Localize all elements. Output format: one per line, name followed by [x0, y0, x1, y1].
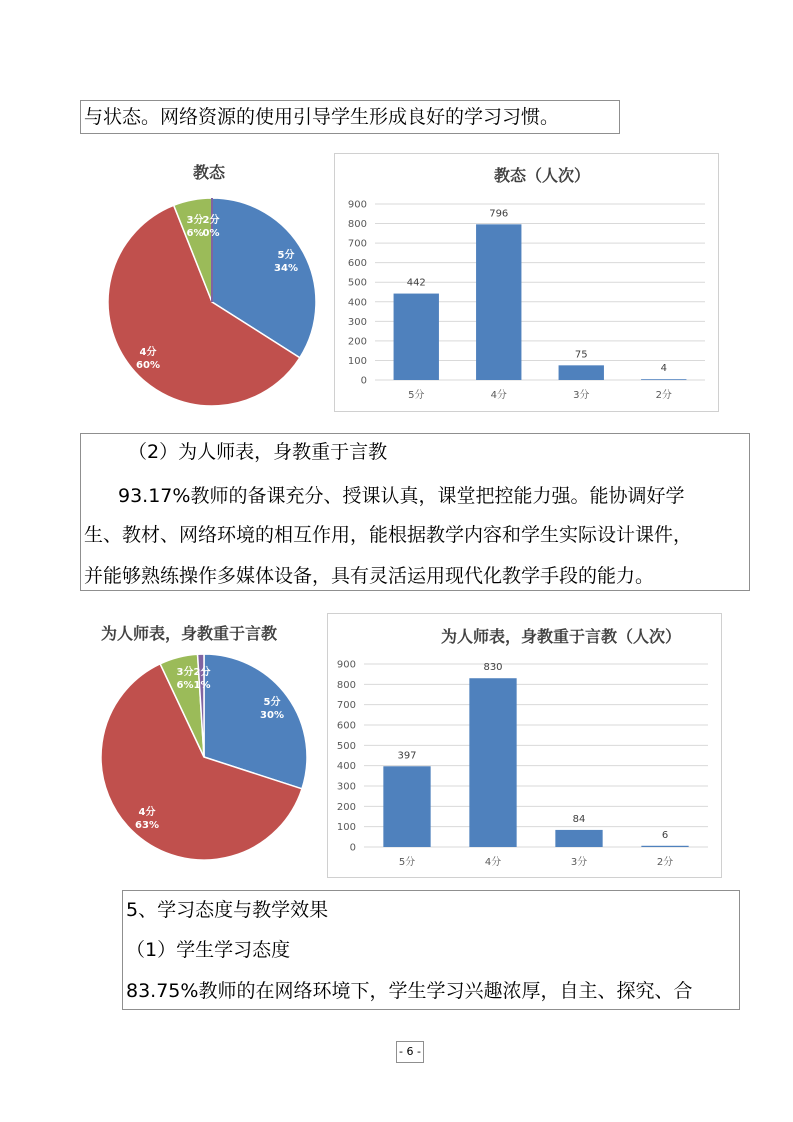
y-tick-label: 100 [336, 822, 356, 834]
bar-2 [469, 678, 516, 847]
y-tick-label: 800 [347, 219, 367, 231]
y-tick-label: 400 [336, 761, 356, 773]
pie-chart-2 [95, 645, 320, 870]
pie-data-label-2: 4分 63% [135, 807, 159, 831]
pie-data-label-2: 4分 60% [136, 347, 160, 371]
bar-chart-2 [328, 650, 721, 876]
y-tick-label: 100 [347, 355, 367, 367]
x-tick-label: 2分 [655, 390, 672, 401]
bar-3 [559, 365, 604, 380]
section3-subheading: （1）学生学习态度 [126, 939, 291, 961]
y-tick-label: 200 [347, 336, 367, 348]
pie-data-label-3: 3分 6% [186, 215, 204, 239]
bar-chart-1-title: 教态（人次） [494, 166, 591, 185]
section2-line-2: 生、教材、网络环境的相互作用，能根据教学内容和学生实际设计课件， [84, 524, 693, 546]
section3-line-1: 83.75%教师的在网络环境下，学生学习兴趣浓厚，自主、探究、合 [126, 980, 693, 1002]
x-tick-label: 5分 [408, 390, 425, 401]
y-tick-label: 700 [336, 700, 356, 712]
y-tick-label: 500 [336, 740, 356, 752]
bar-2 [476, 224, 521, 380]
section2-line-3: 并能够熟练操作多媒体设备，具有灵活运用现代化教学手段的能力。 [84, 565, 655, 587]
pie-data-label-4: 2分 0% [202, 215, 220, 239]
y-tick-label: 500 [347, 277, 367, 289]
y-tick-label: 0 [349, 842, 356, 854]
y-tick-label: 300 [347, 316, 367, 328]
bar-chart-1 [335, 190, 718, 410]
y-tick-label: 300 [336, 781, 356, 793]
pie-chart-1-title: 教态 [193, 163, 226, 182]
section2-heading: （2）为人师表，身教重于言教 [128, 441, 388, 463]
y-tick-label: 200 [336, 801, 356, 813]
bar-1 [383, 766, 430, 847]
x-tick-label: 4分 [484, 857, 502, 868]
x-tick-label: 2分 [656, 857, 674, 868]
section2-line-1: 93.17%教师的备课充分、授课认真，课堂把控能力强。能协调好学 [118, 485, 685, 507]
y-tick-label: 900 [347, 199, 367, 211]
pie-data-label-1: 5分 34% [274, 250, 298, 274]
x-tick-label: 4分 [490, 390, 507, 401]
pie-chart-2-title: 为人师表，身教重于言教 [101, 624, 278, 643]
y-tick-label: 600 [336, 720, 356, 732]
bar-chart-2-title: 为人师表，身教重于言教（人次） [441, 627, 682, 646]
y-tick-label: 700 [347, 238, 367, 250]
intro-line: 与状态。网络资源的使用引导学生形成良好的学习习惯。 [84, 106, 560, 128]
x-tick-label: 3分 [573, 390, 590, 401]
y-tick-label: 800 [336, 679, 356, 691]
pie-data-label-4: 2分 1% [193, 667, 211, 691]
y-tick-label: 400 [347, 297, 367, 309]
bar-3 [555, 830, 602, 847]
page-number: - 6 - [396, 1041, 424, 1063]
bar-value-label: 84 [572, 813, 586, 825]
pie-chart-1 [100, 190, 325, 415]
bar-value-label: 830 [483, 662, 503, 674]
bar-value-label: 4 [660, 363, 667, 375]
bar-value-label: 6 [661, 829, 669, 841]
bar-value-label: 75 [574, 349, 588, 361]
bar-1 [394, 294, 439, 380]
pie-data-label-1: 5分 30% [260, 697, 284, 721]
bar-value-label: 442 [406, 277, 426, 289]
y-tick-label: 600 [347, 258, 367, 270]
x-tick-label: 5分 [398, 857, 416, 868]
section3-heading: 5、学习态度与教学效果 [126, 899, 329, 921]
y-tick-label: 0 [360, 375, 367, 387]
y-tick-label: 900 [336, 659, 356, 671]
bar-4 [641, 379, 686, 380]
bar-value-label: 796 [489, 208, 509, 220]
x-tick-label: 3分 [570, 857, 588, 868]
bar-value-label: 397 [397, 750, 417, 762]
pie-data-label-3: 3分 6% [176, 667, 194, 691]
bar-4 [641, 846, 688, 847]
